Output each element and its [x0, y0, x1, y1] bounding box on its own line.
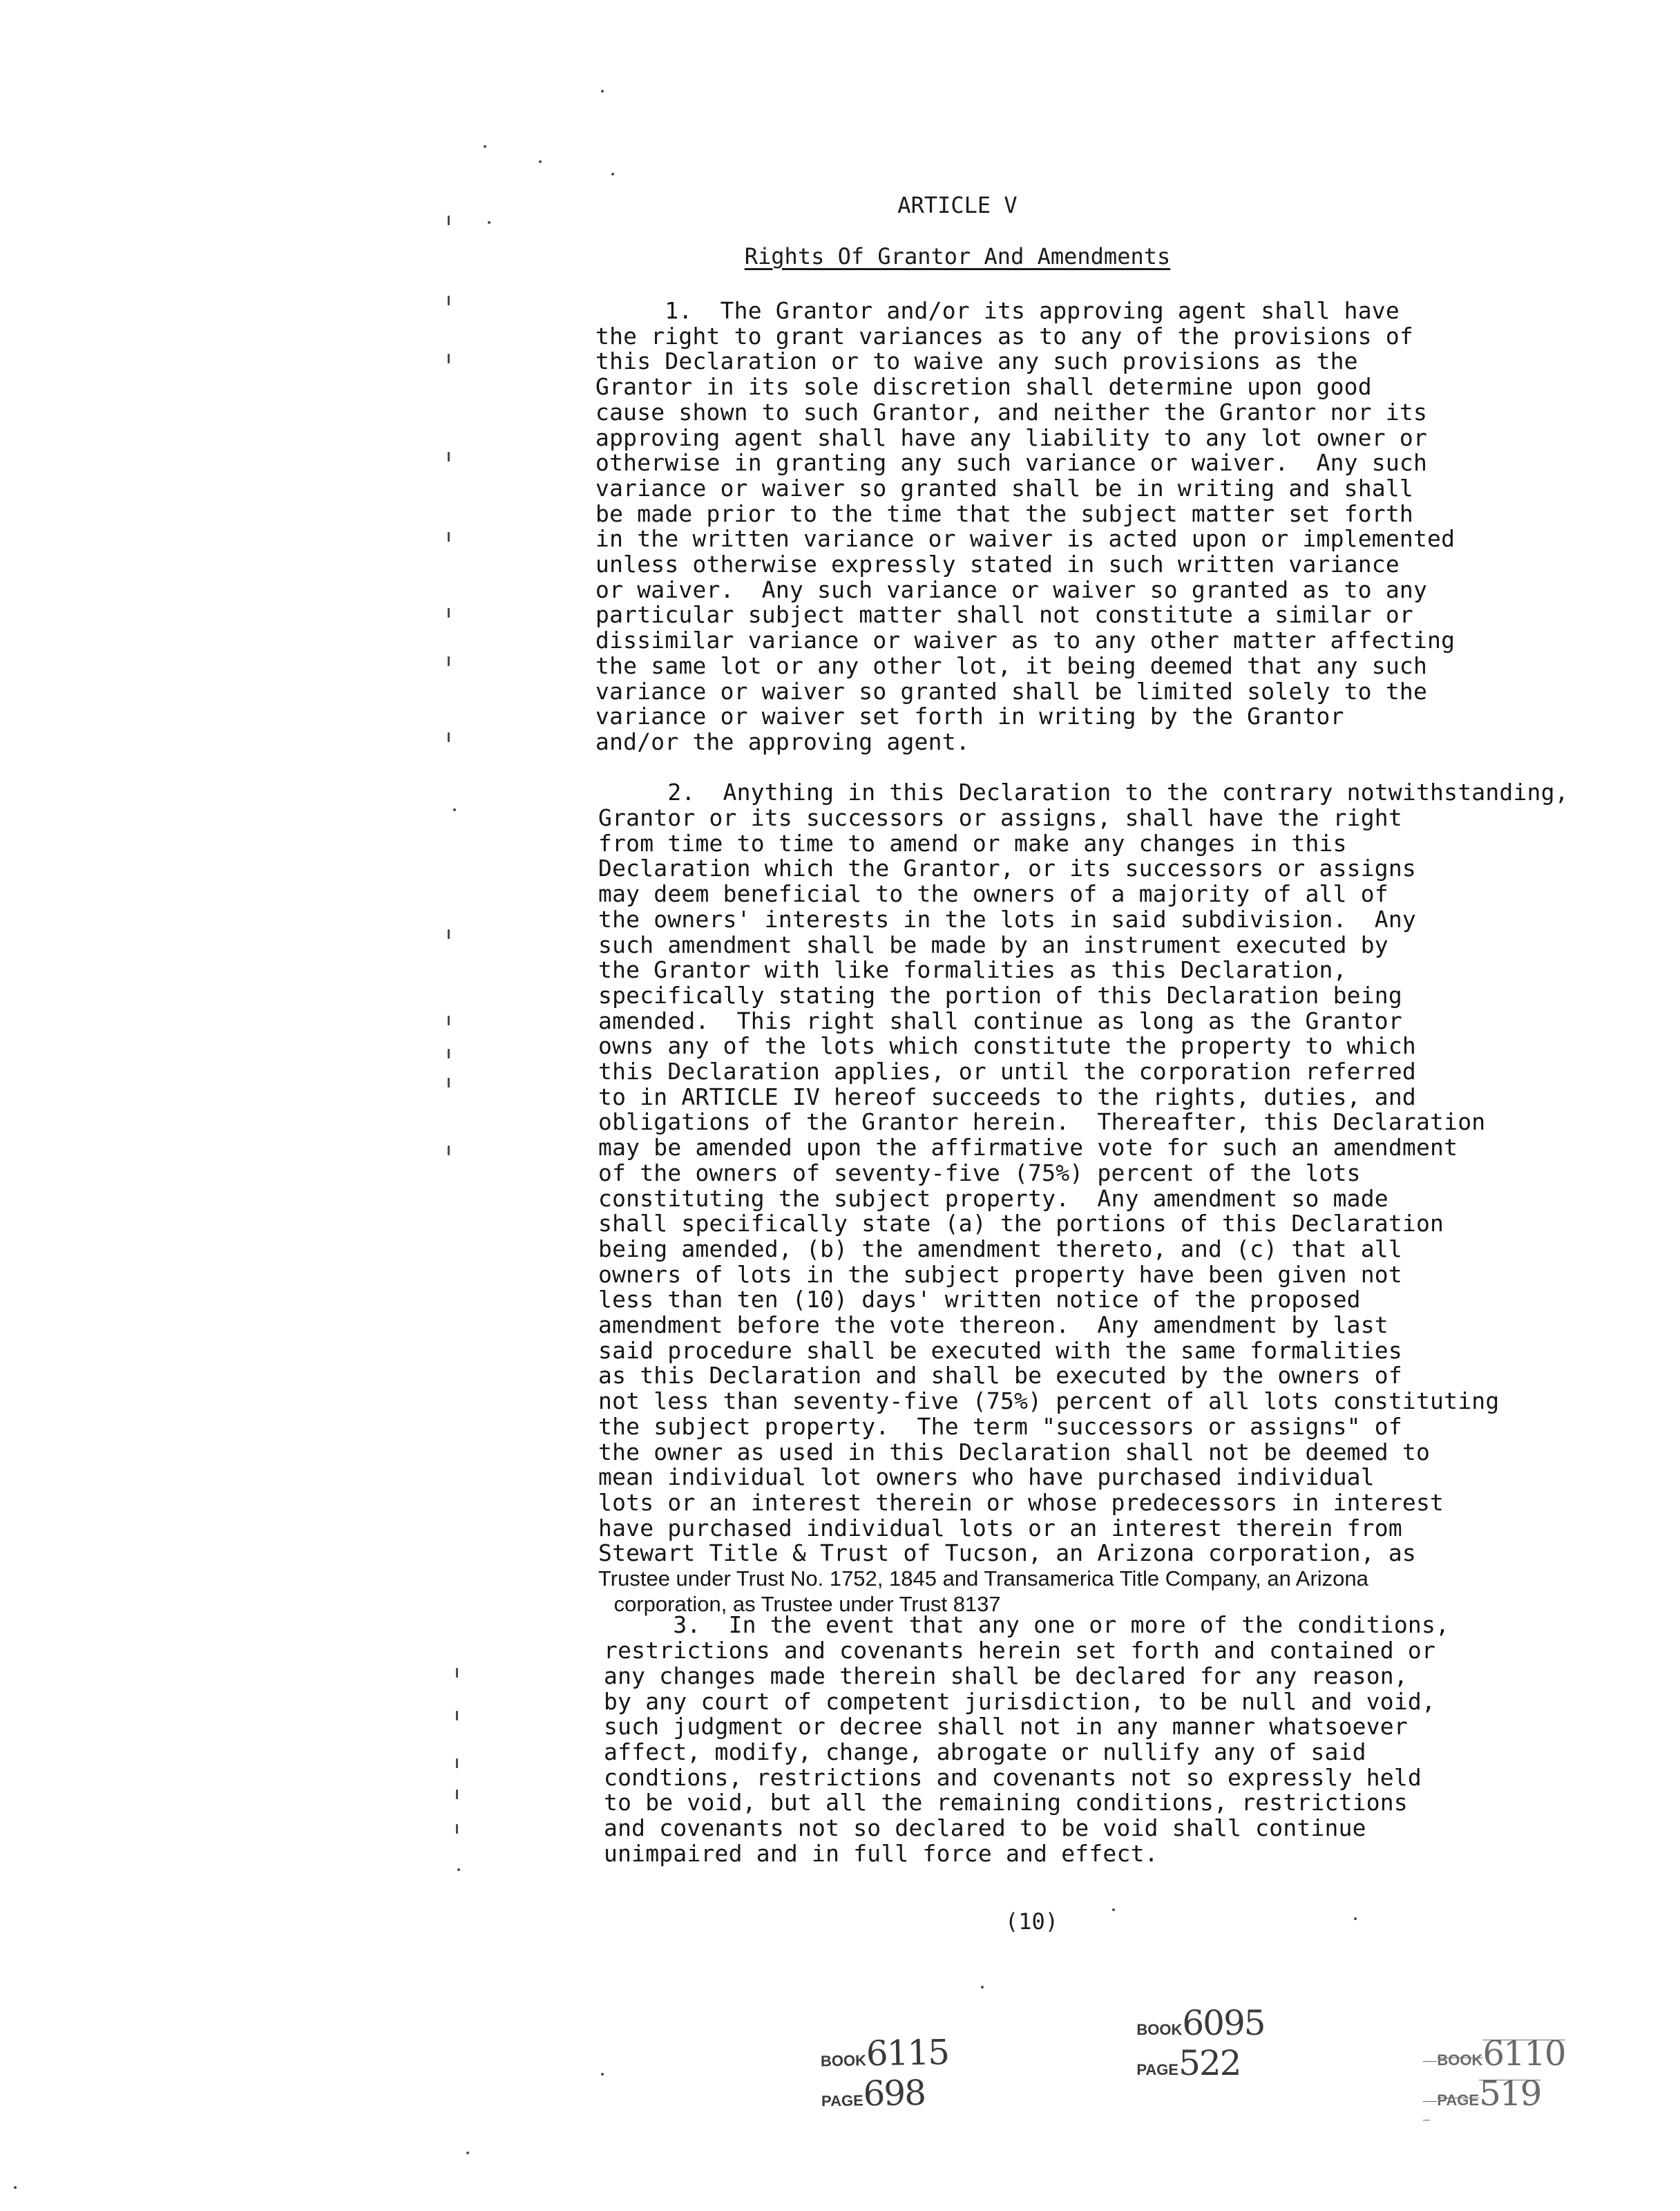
scan-speck: [1354, 1917, 1357, 1920]
body-line: affect, modify, change, abrogate or nullify any of said: [604, 1738, 1366, 1765]
body-line: to be void, but all the remaining conditions, restrictions: [604, 1789, 1408, 1816]
scan-speck: [448, 732, 450, 742]
scan-speck: [456, 1824, 458, 1834]
scan-speck: [448, 1016, 450, 1025]
body-line: this Declaration applies, or until the corporation referred: [598, 1058, 1416, 1085]
body-line: to in ARTICLE IV hereof succeeds to the rights, duties, and: [598, 1083, 1416, 1110]
body-line: the same lot or any other lot, it being deemed that any such: [595, 652, 1428, 679]
scan-speck: [456, 1668, 458, 1678]
scan-speck: [448, 608, 450, 618]
scan-speck: [456, 1790, 458, 1799]
scan-speck: [448, 452, 450, 462]
body-line: and/or the approving agent.: [595, 728, 970, 755]
body-line: unless otherwise expressly stated in such written variance: [595, 551, 1400, 578]
scan-speck: [488, 221, 490, 224]
body-line: particular subject matter shall not constitute a similar or: [595, 601, 1413, 629]
scan-speck: [448, 296, 450, 305]
scan-speck: [456, 1711, 458, 1720]
stamp-book-label: BOOK: [1136, 2021, 1183, 2038]
body-line: the subject property. The term "successors or assigns" of: [598, 1412, 1402, 1440]
body-line: variance or waiver so granted shall be in writing and shall: [595, 474, 1413, 502]
body-line: the Grantor with like formalities as this Declaration,: [598, 956, 1347, 984]
body-line: dissimilar variance or waiver as to any other matter affecting: [595, 627, 1455, 654]
body-line: Grantor in its sole discretion shall determine upon good: [595, 373, 1372, 401]
scan-speck: [484, 145, 486, 148]
stamp-book-label: BOOK: [1437, 2051, 1483, 2069]
scan-speck: [539, 160, 542, 163]
page-number: (10): [1005, 1908, 1059, 1935]
body-line: have purchased individual lots or an interest therein from: [598, 1514, 1402, 1541]
body-line: this Declaration or to waive any such provisions as the: [595, 348, 1358, 375]
body-line: from time to time to amend or make any changes in this: [598, 829, 1347, 857]
scan-speck: [448, 929, 450, 939]
scan-speck: [456, 1758, 458, 1768]
scan-speck: [448, 1049, 450, 1059]
body-line: Declaration which the Grantor, or its successors or assigns: [598, 855, 1416, 882]
scan-speck: [611, 173, 614, 175]
body-line: owners of lots in the subject property have been given not: [598, 1260, 1402, 1288]
stamp-page-number: 698: [863, 2072, 926, 2114]
stamp-book-number: 6115: [866, 2032, 949, 2074]
scan-speck: [14, 2186, 17, 2189]
section-title: Rights Of Grantor And Amendments: [744, 243, 1171, 269]
scan-speck: [601, 2073, 604, 2076]
body-line: Stewart Title & Trust of Tucson, an Arizona corporation, as: [598, 1539, 1416, 1567]
scan-speck: [448, 532, 450, 542]
recording-stamp-book-6115: [806, 2019, 950, 2128]
body-line: such amendment shall be made by an instrument executed by: [598, 931, 1388, 958]
body-line: lots or an interest therein or whose predecessors in interest: [598, 1488, 1444, 1516]
body-line: unimpaired and in full force and effect.: [604, 1839, 1158, 1867]
body-line: otherwise in granting any such variance or waiver. Any such: [595, 449, 1428, 477]
scan-speck: [448, 1078, 450, 1088]
body-line: the owner as used in this Declaration shall not be deemed to: [598, 1438, 1431, 1465]
body-line: and covenants not so declared to be void shall continue: [604, 1814, 1366, 1841]
body-line: approving agent shall have any liability to any lot owner or: [595, 424, 1428, 451]
body-line: said procedure shall be executed with the same formalities: [598, 1336, 1402, 1364]
body-line: not less than seventy-five (75%) percent of all lots constituting: [598, 1387, 1500, 1415]
body-line: amended. This right shall continue as long as the Grantor: [598, 1007, 1402, 1034]
body-line: being amended, (b) the amendment thereto, and (c) that all: [598, 1235, 1402, 1262]
scan-speck: [448, 656, 450, 666]
body-line: by any court of competent jurisdiction, to be null and void,: [604, 1687, 1436, 1715]
scan-speck: [457, 1868, 460, 1871]
body-line: 3. In the event that any one or more of the conditions,: [604, 1611, 1450, 1639]
body-line: 2. Anything in this Declaration to the contrary notwithstanding,: [598, 779, 1569, 806]
scan-speck: [981, 1986, 984, 1989]
body-line: specifically stating the portion of this Declaration being: [598, 981, 1402, 1009]
body-line: or waiver. Any such variance or waiver so granted as to any: [595, 576, 1428, 603]
recording-stamp-book-6095: [1123, 1990, 1265, 2096]
body-line: of the owners of seventy-five (75%) percent of the lots: [598, 1159, 1361, 1186]
scan-speck: [453, 808, 456, 811]
body-line: as this Declaration and shall be executed by the owners of: [598, 1362, 1402, 1389]
body-line: may be amended upon the affirmative vote for such an amendment: [598, 1134, 1458, 1161]
body-line: mean individual lot owners who have purchased individual: [598, 1463, 1375, 1491]
body-line: Grantor or its successors or assigns, shall have the right: [598, 804, 1402, 831]
body-line: restrictions and covenants herein set forth and contained or: [604, 1637, 1436, 1664]
body-line: may deem beneficial to the owners of a majority of all of: [598, 880, 1388, 908]
body-line: any changes made therein shall be declared for any reason,: [604, 1662, 1408, 1689]
body-line: condtions, restrictions and covenants not so expressly held: [604, 1763, 1422, 1791]
body-line: be made prior to the time that the subject matter set forth: [595, 500, 1413, 527]
body-line: the owners' interests in the lots in said subdivision. Any: [598, 905, 1416, 933]
body-line: such judgment or decree shall not in any manner whatsoever: [604, 1713, 1408, 1740]
stamp-page-label: PAGE: [1136, 2061, 1179, 2078]
stamp-book-number: 6095: [1182, 2003, 1265, 2043]
body-line: constituting the subject property. Any amendment so made: [598, 1184, 1388, 1212]
body-line: less than ten (10) days' written notice of the proposed: [598, 1286, 1361, 1313]
body-line: obligations of the Grantor herein. Thereafter, this Declaration: [598, 1108, 1486, 1136]
body-line: the right to grant variances as to any of the provisions of: [595, 322, 1413, 350]
scan-speck: [1112, 1908, 1115, 1911]
stamp-page-number: 522: [1178, 2043, 1241, 2083]
body-line: shall specifically state (a) the portions of this Declaration: [598, 1210, 1444, 1237]
article-title: ARTICLE V: [897, 192, 1018, 218]
body-line: corporation, as Trustee under Trust 8137: [608, 1591, 1001, 1616]
body-line: in the written variance or waiver is acted upon or implemented: [595, 525, 1455, 553]
recording-stamp-book-6110: [1423, 2020, 1565, 2127]
scan-speck: [601, 90, 604, 93]
scan-speck: [448, 354, 450, 363]
stamp-page-label: PAGE: [1437, 2091, 1480, 2109]
scan-speck: [448, 216, 450, 225]
body-line: amendment before the vote thereon. Any amendment by last: [598, 1311, 1388, 1338]
stamp-page-label: PAGE: [821, 2091, 863, 2110]
body-line: owns any of the lots which constitute the property to which: [598, 1032, 1416, 1060]
stamp-book-label: BOOK: [820, 2051, 867, 2070]
body-line: variance or waiver set forth in writing by the Grantor: [595, 703, 1344, 730]
body-line: Trustee under Trust No. 1752, 1845 and Transamerica Title Company, an Arizona: [598, 1566, 1368, 1591]
scan-speck: [466, 2152, 469, 2154]
body-line: 1. The Grantor and/or its approving agent shall have: [595, 297, 1400, 324]
body-line: variance or waiver so granted shall be limited solely to the: [595, 677, 1428, 705]
stamp-page-number: 519: [1479, 2074, 1541, 2114]
stamp-book-number: 6110: [1482, 2033, 1565, 2074]
scan-speck: [448, 1146, 450, 1155]
body-line: cause shown to such Grantor, and neither the Grantor nor its: [595, 398, 1428, 426]
